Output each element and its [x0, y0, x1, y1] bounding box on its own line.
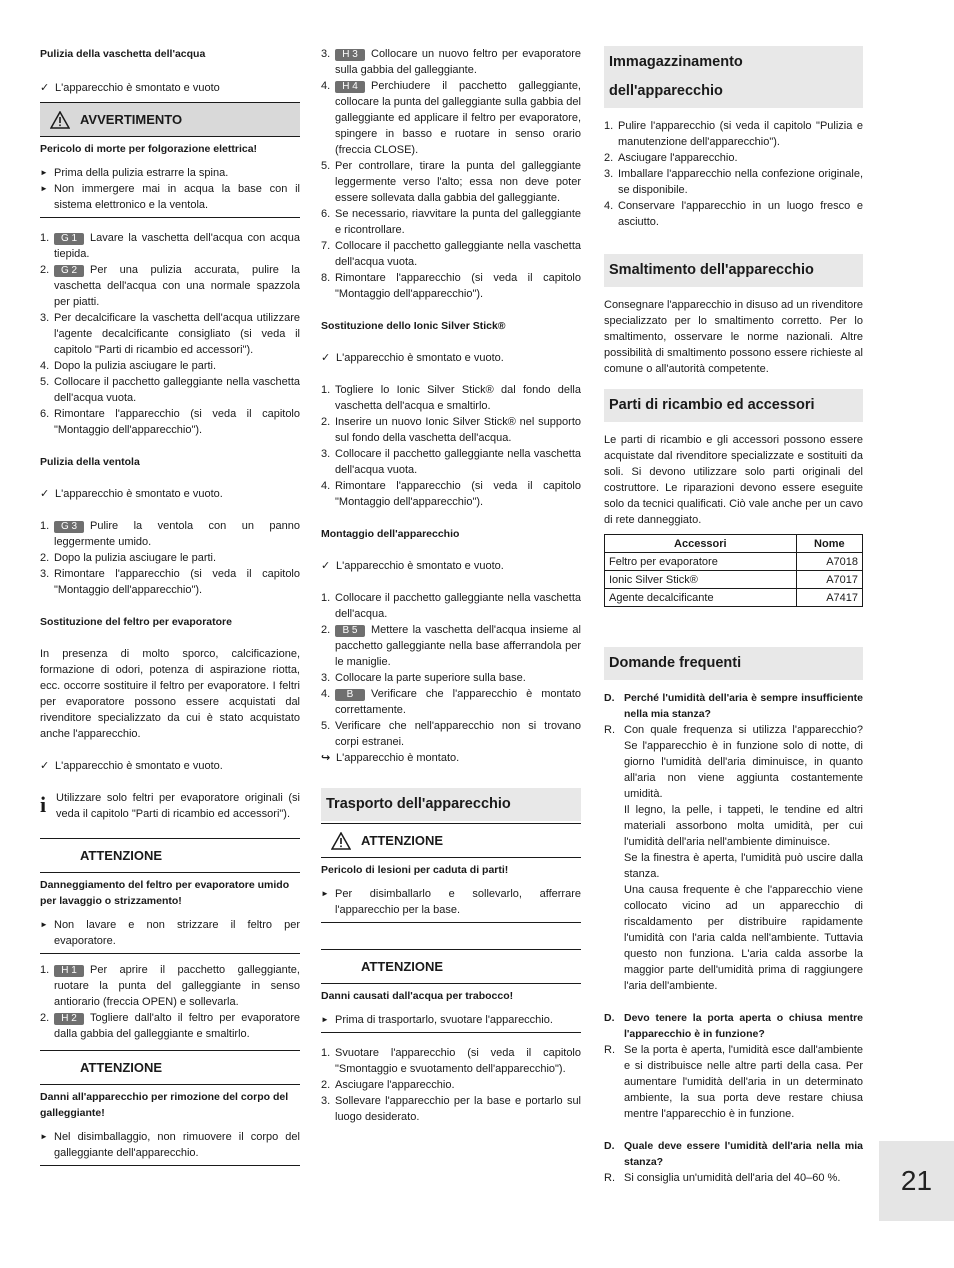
step-text: Collocare il pacchetto galleggiante nella vaschetta dell'acqua vuota.	[335, 240, 581, 268]
bullet-icon: ►	[40, 920, 48, 929]
step-number: 3.	[321, 448, 331, 460]
info-note: i Utilizzare solo feltri per evaporatore originali (si veda il capitolo "Parti di ricambio ed accessori").	[40, 792, 300, 820]
step-text: Dopo la pulizia asciugare le parti.	[54, 552, 217, 564]
list-item	[321, 686, 581, 718]
warning-box	[40, 102, 300, 218]
warning-triangle-icon	[321, 832, 361, 850]
section-title-silver-stick: Sostituzione dello Ionic Silver Stick®	[321, 320, 506, 332]
steps-list	[604, 118, 863, 230]
section-heading-storage: Immagazzinamento dell'apparecchio	[604, 46, 863, 108]
step-text: Togliere dall'alto il feltro per evaporatore dalla gabbia del galleggiante e smaltirlo.	[54, 1012, 300, 1040]
table-row: Feltro per evaporatore A7018	[605, 553, 863, 571]
caution-box	[40, 1050, 300, 1166]
list-item	[321, 206, 581, 238]
caution-title: ATTENZIONE	[361, 958, 444, 974]
warning-triangle-icon	[40, 111, 80, 129]
list-item	[321, 1093, 581, 1125]
step-number: 2.	[40, 264, 50, 276]
step-text: Pulire l'apparecchio (si veda il capitolo "Pulizia e manutenzione dell'apparecchio").	[618, 120, 863, 148]
list-item	[321, 1077, 581, 1093]
faq-answer-paragraph: Una causa frequente è che l'apparecchio viene collocato vicino ad un apparecchio di riscaldamento per distribuire rapidamente l'umidità con l'aria calda nell'ambiente. Tuttavia questo non funziona. L'aria calda assorbe la maggior parte dell'umidità prima di raggiungere l'aria dell'ambiente.	[624, 884, 863, 992]
list-item	[604, 150, 863, 166]
step-text: Sollevare l'apparecchio per la base e portarlo sul luogo desiderato.	[335, 1095, 581, 1123]
column-1	[40, 46, 300, 1166]
check-icon: ✓	[40, 488, 50, 500]
check-icon: ✓	[40, 82, 50, 94]
step-text: Perchiudere il pacchetto galleggiante, collocare la punta del galleggiante sulla gabbia del galleggiante ed applicare il feltro per evaporatore, spingere in basso e ruotare in senso orario (freccia CLOSE).	[335, 80, 581, 156]
list-item: ► Prima della pulizia estrarre la spina.	[40, 167, 229, 179]
figure-reference-badge: H 4	[335, 81, 365, 93]
caution-title: ATTENZIONE	[80, 1059, 163, 1075]
list-item	[604, 166, 863, 198]
step-text: Collocare il pacchetto galleggiante nella vaschetta dell'acqua vuota.	[335, 448, 581, 476]
caution-box	[321, 823, 581, 923]
step-number: 3.	[321, 672, 331, 684]
figure-reference-badge: H 2	[54, 1013, 84, 1025]
caution-header	[40, 1051, 300, 1085]
step-text: Dopo la pulizia asciugare le parti.	[54, 360, 217, 372]
paragraph: In presenza di molto sporco, calcificazione, formazione di odori, potenza di aspirazione riotta, ecc. occorre sostituire il feltro per evaporatore. I feltri per evaporatore possono essere acquistati dal rivenditore specializzato da cui è stato acquistato anche l'apparecchio.	[40, 648, 300, 740]
step-text: Se necessario, riavvitare la punta del galleggiante e ricontrollare.	[335, 208, 581, 236]
section-title-fan: Pulizia della ventola	[40, 456, 140, 468]
step-text: Togliere lo Ionic Silver Stick® dal fondo della vaschetta dell'acqua e smaltirlo.	[335, 384, 581, 412]
steps-list	[321, 382, 581, 510]
paragraph: Consegnare l'apparecchio in disuso ad un rivenditore specializzato per lo smaltimento corretto. Per lo smaltimento, osservare le norme nazionali. Altre possibilità di smaltimento possono essere richieste al comune o all'autorità competente.	[604, 299, 863, 375]
caution-subtitle: Danni all'apparecchio per rimozione del corpo del galleggiante!	[40, 1091, 289, 1119]
step-number: 2.	[40, 1012, 50, 1024]
list-item	[321, 670, 581, 686]
list-item	[40, 518, 300, 550]
list-item	[321, 1045, 581, 1077]
faq-item	[604, 1010, 863, 1122]
faq-answer-paragraph: Il legno, la pelle, i tappeti, le tendine ed altri materiali assorbono molta umidità, per cui l'umidità dell'aria nell'ambiente diminuisce.	[624, 804, 863, 848]
step-number: 4.	[604, 200, 614, 212]
list-item	[604, 118, 863, 150]
bullet-icon: ►	[40, 184, 48, 193]
result-arrow-icon: ↪	[321, 752, 331, 764]
precondition: ✓ L'apparecchio è smontato e vuoto.	[40, 760, 223, 772]
warning-header	[40, 103, 300, 137]
step-number: 1.	[604, 120, 614, 132]
figure-reference-badge: H 3	[335, 49, 365, 61]
precondition: ✓ L'apparecchio è smontato e vuoto.	[321, 352, 504, 364]
step-number: 1.	[40, 964, 50, 976]
list-item	[321, 478, 581, 510]
paragraph: Le parti di ricambio e gli accessori possono essere acquistate dal rivenditore specializzate e sostituiti da soli. Si devono utilizzare solo parti originali del costruttore. Le riparazioni devono essere eseguite solo da tecnici qualificati. Ciò vale anche per un cavo di rete danneggiato.	[604, 434, 863, 526]
list-item	[40, 406, 300, 438]
step-number: 7.	[321, 240, 331, 252]
faq-list	[604, 690, 863, 1186]
step-number: 5.	[321, 160, 331, 172]
section-heading-faq: Domande frequenti	[604, 647, 863, 680]
table-row: Agente decalcificante A7417	[605, 589, 863, 607]
faq-answer: R. Con quale frequenza si utilizza l'apparecchio? Se l'apparecchio è in funzione solo di notte, di giorno l'umidità dell'aria diminuisce, in quanto all'aria non viene aggiunta costantemente umidità. Il legno, la pelle, i tappeti, le tendine ed altri materiali assorbono molta umidità, per cui l'umidità dell'aria nell'ambiente diminuisce. Se la finestra è aperta, l'umidità può uscire dalla stanza. Una causa frequente è che l'apparecchio viene collocato vicino ad un apparecchio di riscaldamento per distribuire rapidamente l'umidità con l'aria calda nell'ambiente. Tuttavia questo non funziona. L'aria calda assorbe la maggior parte dell'umidità prima di raggiungere l'aria dell'ambiente.	[604, 724, 863, 992]
caution-header	[321, 824, 581, 858]
step-text: Collocare il pacchetto galleggiante nella vaschetta dell'acqua vuota.	[54, 376, 300, 404]
step-text: Verificare che nell'apparecchio non si trovano corpi estranei.	[335, 720, 581, 748]
list-item	[321, 46, 581, 78]
step-text: Per decalcificare la vaschetta dell'acqua utilizzare l'agente decalcificante consigliato (si veda il capitolo "Parti di ricambio ed accessori").	[54, 312, 300, 356]
column-2	[321, 46, 581, 1125]
list-item	[40, 962, 300, 1010]
list-item	[321, 590, 581, 622]
warning-title: AVVERTIMENTO	[80, 111, 183, 127]
accessories-table	[604, 534, 863, 607]
step-number: 2.	[40, 552, 50, 564]
step-number: 6.	[321, 208, 331, 220]
step-text: Collocare la parte superiore sulla base.	[335, 672, 526, 684]
steps-list	[40, 230, 300, 438]
step-number: 3.	[321, 1095, 331, 1107]
figure-reference-badge: B 5	[335, 625, 365, 637]
result: ↪ L'apparecchio è montato.	[321, 752, 460, 764]
precondition: ✓ L'apparecchio è smontato e vuoto.	[40, 488, 223, 500]
faq-question: D. Quale deve essere l'umidità dell'aria nella mia stanza?	[604, 1140, 863, 1168]
caution-header	[321, 950, 581, 984]
faq-item	[604, 1138, 863, 1186]
figure-reference-badge: G 3	[54, 521, 84, 533]
faq-answer-paragraph: Se la porta è aperta, l'umidità esce dall'ambiente e si distribuisce nelle altre parti della casa. Per aumentare l'umidità dell'aria in un determinato ambiente, la sua porta deve restare chiusa mentre l'apparecchio è in funzione.	[624, 1044, 863, 1120]
table-row: Ionic Silver Stick® A7017	[605, 571, 863, 589]
list-item	[321, 238, 581, 270]
check-icon: ✓	[321, 560, 331, 572]
steps-list	[321, 46, 581, 302]
list-item	[321, 446, 581, 478]
list-item	[40, 262, 300, 310]
steps-list	[40, 518, 300, 598]
step-number: 1.	[40, 520, 50, 532]
step-number: 4.	[321, 480, 331, 492]
step-text: Conservare l'apparecchio in un luogo fresco e asciutto.	[618, 200, 863, 228]
list-item	[40, 374, 300, 406]
section-title-assembly: Montaggio dell'apparecchio	[321, 528, 460, 540]
table-header: Nome	[796, 535, 862, 553]
step-number: 3.	[604, 168, 614, 180]
steps-list	[321, 590, 581, 750]
section-heading-transport: Trasporto dell'apparecchio	[321, 788, 581, 821]
step-number: 6.	[40, 408, 50, 420]
list-item	[321, 414, 581, 446]
step-number: 4.	[321, 80, 331, 92]
step-text: Rimontare l'apparecchio (si veda il capitolo "Montaggio dell'apparecchio").	[335, 272, 581, 300]
list-item	[321, 78, 581, 158]
caution-header	[40, 839, 300, 873]
column-3	[604, 46, 863, 1186]
list-item: ► Non immergere mai in acqua la base con il sistema elettronico e la ventola.	[40, 183, 300, 211]
section-title-felt: Sostituzione del feltro per evaporatore	[40, 616, 232, 628]
faq-answer-paragraph: Se la finestra è aperta, l'umidità può uscire dalla stanza.	[624, 852, 863, 880]
step-number: 3.	[40, 568, 50, 580]
list-item	[40, 358, 300, 374]
step-number: 5.	[321, 720, 331, 732]
warning-subtitle: Pericolo di morte per folgorazione elettrica!	[40, 143, 258, 155]
list-item	[40, 310, 300, 358]
step-text: Per aprire il pacchetto galleggiante, ruotare la punta del galleggiante in senso antiorario (freccia OPEN) e sollevarla.	[54, 964, 300, 1008]
table-header: Accessori	[605, 535, 797, 553]
caution-title: ATTENZIONE	[80, 847, 163, 863]
step-number: 1.	[40, 232, 50, 244]
step-number: 2.	[604, 152, 614, 164]
caution-subtitle: Pericolo di lesioni per caduta di parti!	[321, 864, 509, 876]
step-text: Verificare che l'apparecchio è montato correttamente.	[335, 688, 581, 716]
step-text: Mettere la vaschetta dell'acqua insieme al pacchetto galleggiante nella base afferrandola per le maniglie.	[335, 624, 581, 668]
figure-reference-badge: G 2	[54, 265, 84, 277]
caution-title: ATTENZIONE	[361, 832, 444, 848]
list-item	[40, 566, 300, 598]
list-item	[40, 1010, 300, 1042]
faq-question: D. Perché l'umidità dell'aria è sempre insufficiente nella mia stanza?	[604, 692, 863, 720]
faq-item	[604, 690, 863, 994]
list-item	[321, 382, 581, 414]
caution-box	[40, 838, 300, 954]
list-item	[40, 230, 300, 262]
step-text: Collocare il pacchetto galleggiante nella vaschetta dell'acqua.	[335, 592, 581, 620]
step-text: Rimontare l'apparecchio (si veda il capitolo "Montaggio dell'apparecchio").	[54, 568, 300, 596]
list-item	[604, 198, 863, 230]
list-item	[321, 270, 581, 302]
step-number: 3.	[40, 312, 50, 324]
step-number: 1.	[321, 1047, 331, 1059]
step-text: Rimontare l'apparecchio (si veda il capitolo "Montaggio dell'apparecchio").	[54, 408, 300, 436]
list-item	[321, 622, 581, 670]
list-item	[40, 550, 300, 566]
steps-list	[321, 1045, 581, 1125]
check-icon: ✓	[321, 352, 331, 364]
step-text: Imballare l'apparecchio nella confezione originale, se disponibile.	[618, 168, 863, 196]
section-heading-parts: Parti di ricambio ed accessori	[604, 389, 863, 422]
caution-subtitle: Danni causati dall'acqua per trabocco!	[321, 990, 514, 1002]
precondition: ✓ L'apparecchio è smontato e vuoto.	[321, 560, 504, 572]
info-icon: i	[40, 792, 47, 817]
step-text: Collocare un nuovo feltro per evaporatore sulla gabbia del galleggiante.	[335, 48, 581, 76]
table-header-row	[605, 535, 863, 553]
bullet-icon: ►	[40, 1132, 48, 1141]
page-number: 21	[879, 1141, 954, 1221]
step-number: 5.	[40, 376, 50, 388]
faq-answer-paragraph: Si consiglia un'umidità dell'aria del 40–60 %.	[624, 1172, 841, 1184]
precondition: ✓ L'apparecchio è smontato e vuoto	[40, 82, 220, 94]
step-number: 3.	[321, 48, 331, 60]
figure-reference-badge: H 1	[54, 965, 84, 977]
step-number: 8.	[321, 272, 331, 284]
faq-answer-paragraph: Con quale frequenza si utilizza l'apparecchio? Se l'apparecchio è in funzione solo di notte, di giorno l'umidità dell'aria diminuisce, in quanto all'aria non viene aggiunta costantemente umidità.	[624, 724, 863, 800]
step-text: Asciugare l'apparecchio.	[618, 152, 738, 164]
list-item: ► Non lavare e non strizzare il feltro per evaporatore.	[40, 919, 300, 947]
bullet-icon: ►	[321, 889, 329, 898]
bullet-icon: ►	[40, 168, 48, 177]
section-title-cleaning-tank: Pulizia della vaschetta dell'acqua	[40, 48, 206, 60]
section-heading-disposal: Smaltimento dell'apparecchio	[604, 254, 863, 287]
step-text: Rimontare l'apparecchio (si veda il capitolo "Montaggio dell'apparecchio").	[335, 480, 581, 508]
step-number: 1.	[321, 592, 331, 604]
step-number: 2.	[321, 1079, 331, 1091]
list-item: ► Per disimballarlo e sollevarlo, afferrare l'apparecchio per la base.	[321, 888, 581, 916]
step-number: 4.	[321, 688, 331, 700]
step-number: 2.	[321, 624, 331, 636]
caution-subtitle: Danneggiamento del feltro per evaporatore umido per lavaggio o strizzamento!	[40, 879, 290, 907]
list-item	[321, 718, 581, 750]
step-number: 2.	[321, 416, 331, 428]
step-text: Lavare la vaschetta dell'acqua con acqua tiepida.	[54, 232, 300, 260]
step-text: Svuotare l'apparecchio (si veda il capitolo "Smontaggio e svuotamento dell'apparecchio").	[335, 1047, 581, 1075]
list-item: ► Prima di trasportarlo, svuotare l'apparecchio.	[321, 1014, 553, 1026]
faq-question: D. Devo tenere la porta aperta o chiusa mentre l'apparecchio è in funzione?	[604, 1012, 863, 1040]
step-text: Per controllare, tirare la punta del galleggiante leggermente verso l'alto; essa non deve poter essere sollevata dalla gabbia del galleggiante.	[335, 160, 581, 204]
list-item	[321, 158, 581, 206]
steps-list	[40, 962, 300, 1042]
step-text: Asciugare l'apparecchio.	[335, 1079, 455, 1091]
step-text: Per una pulizia accurata, pulire la vaschetta dell'acqua con una normale spazzola per piatti.	[54, 264, 300, 308]
faq-answer: R. Se la porta è aperta, l'umidità esce dall'ambiente e si distribuisce nelle altre parti della casa. Per aumentare l'umidità dell'aria in un determinato ambiente, la sua porta deve restare chiusa mentre l'apparecchio è in funzione.	[604, 1044, 863, 1120]
check-icon: ✓	[40, 760, 50, 772]
bullet-icon: ►	[321, 1015, 329, 1024]
step-number: 1.	[321, 384, 331, 396]
figure-reference-badge: G 1	[54, 233, 84, 245]
step-number: 4.	[40, 360, 50, 372]
caution-box	[321, 949, 581, 1033]
faq-answer: R. Si consiglia un'umidità dell'aria del 40–60 %.	[604, 1170, 863, 1186]
step-text: Pulire la ventola con un panno leggermente umido.	[54, 520, 300, 548]
list-item: ► Nel disimballaggio, non rimuovere il corpo del galleggiante dell'apparecchio.	[40, 1131, 300, 1159]
step-text: Inserire un nuovo Ionic Silver Stick® nel supporto sul fondo della vaschetta dell'acqua.	[335, 416, 581, 444]
figure-reference-badge: B	[335, 689, 365, 701]
